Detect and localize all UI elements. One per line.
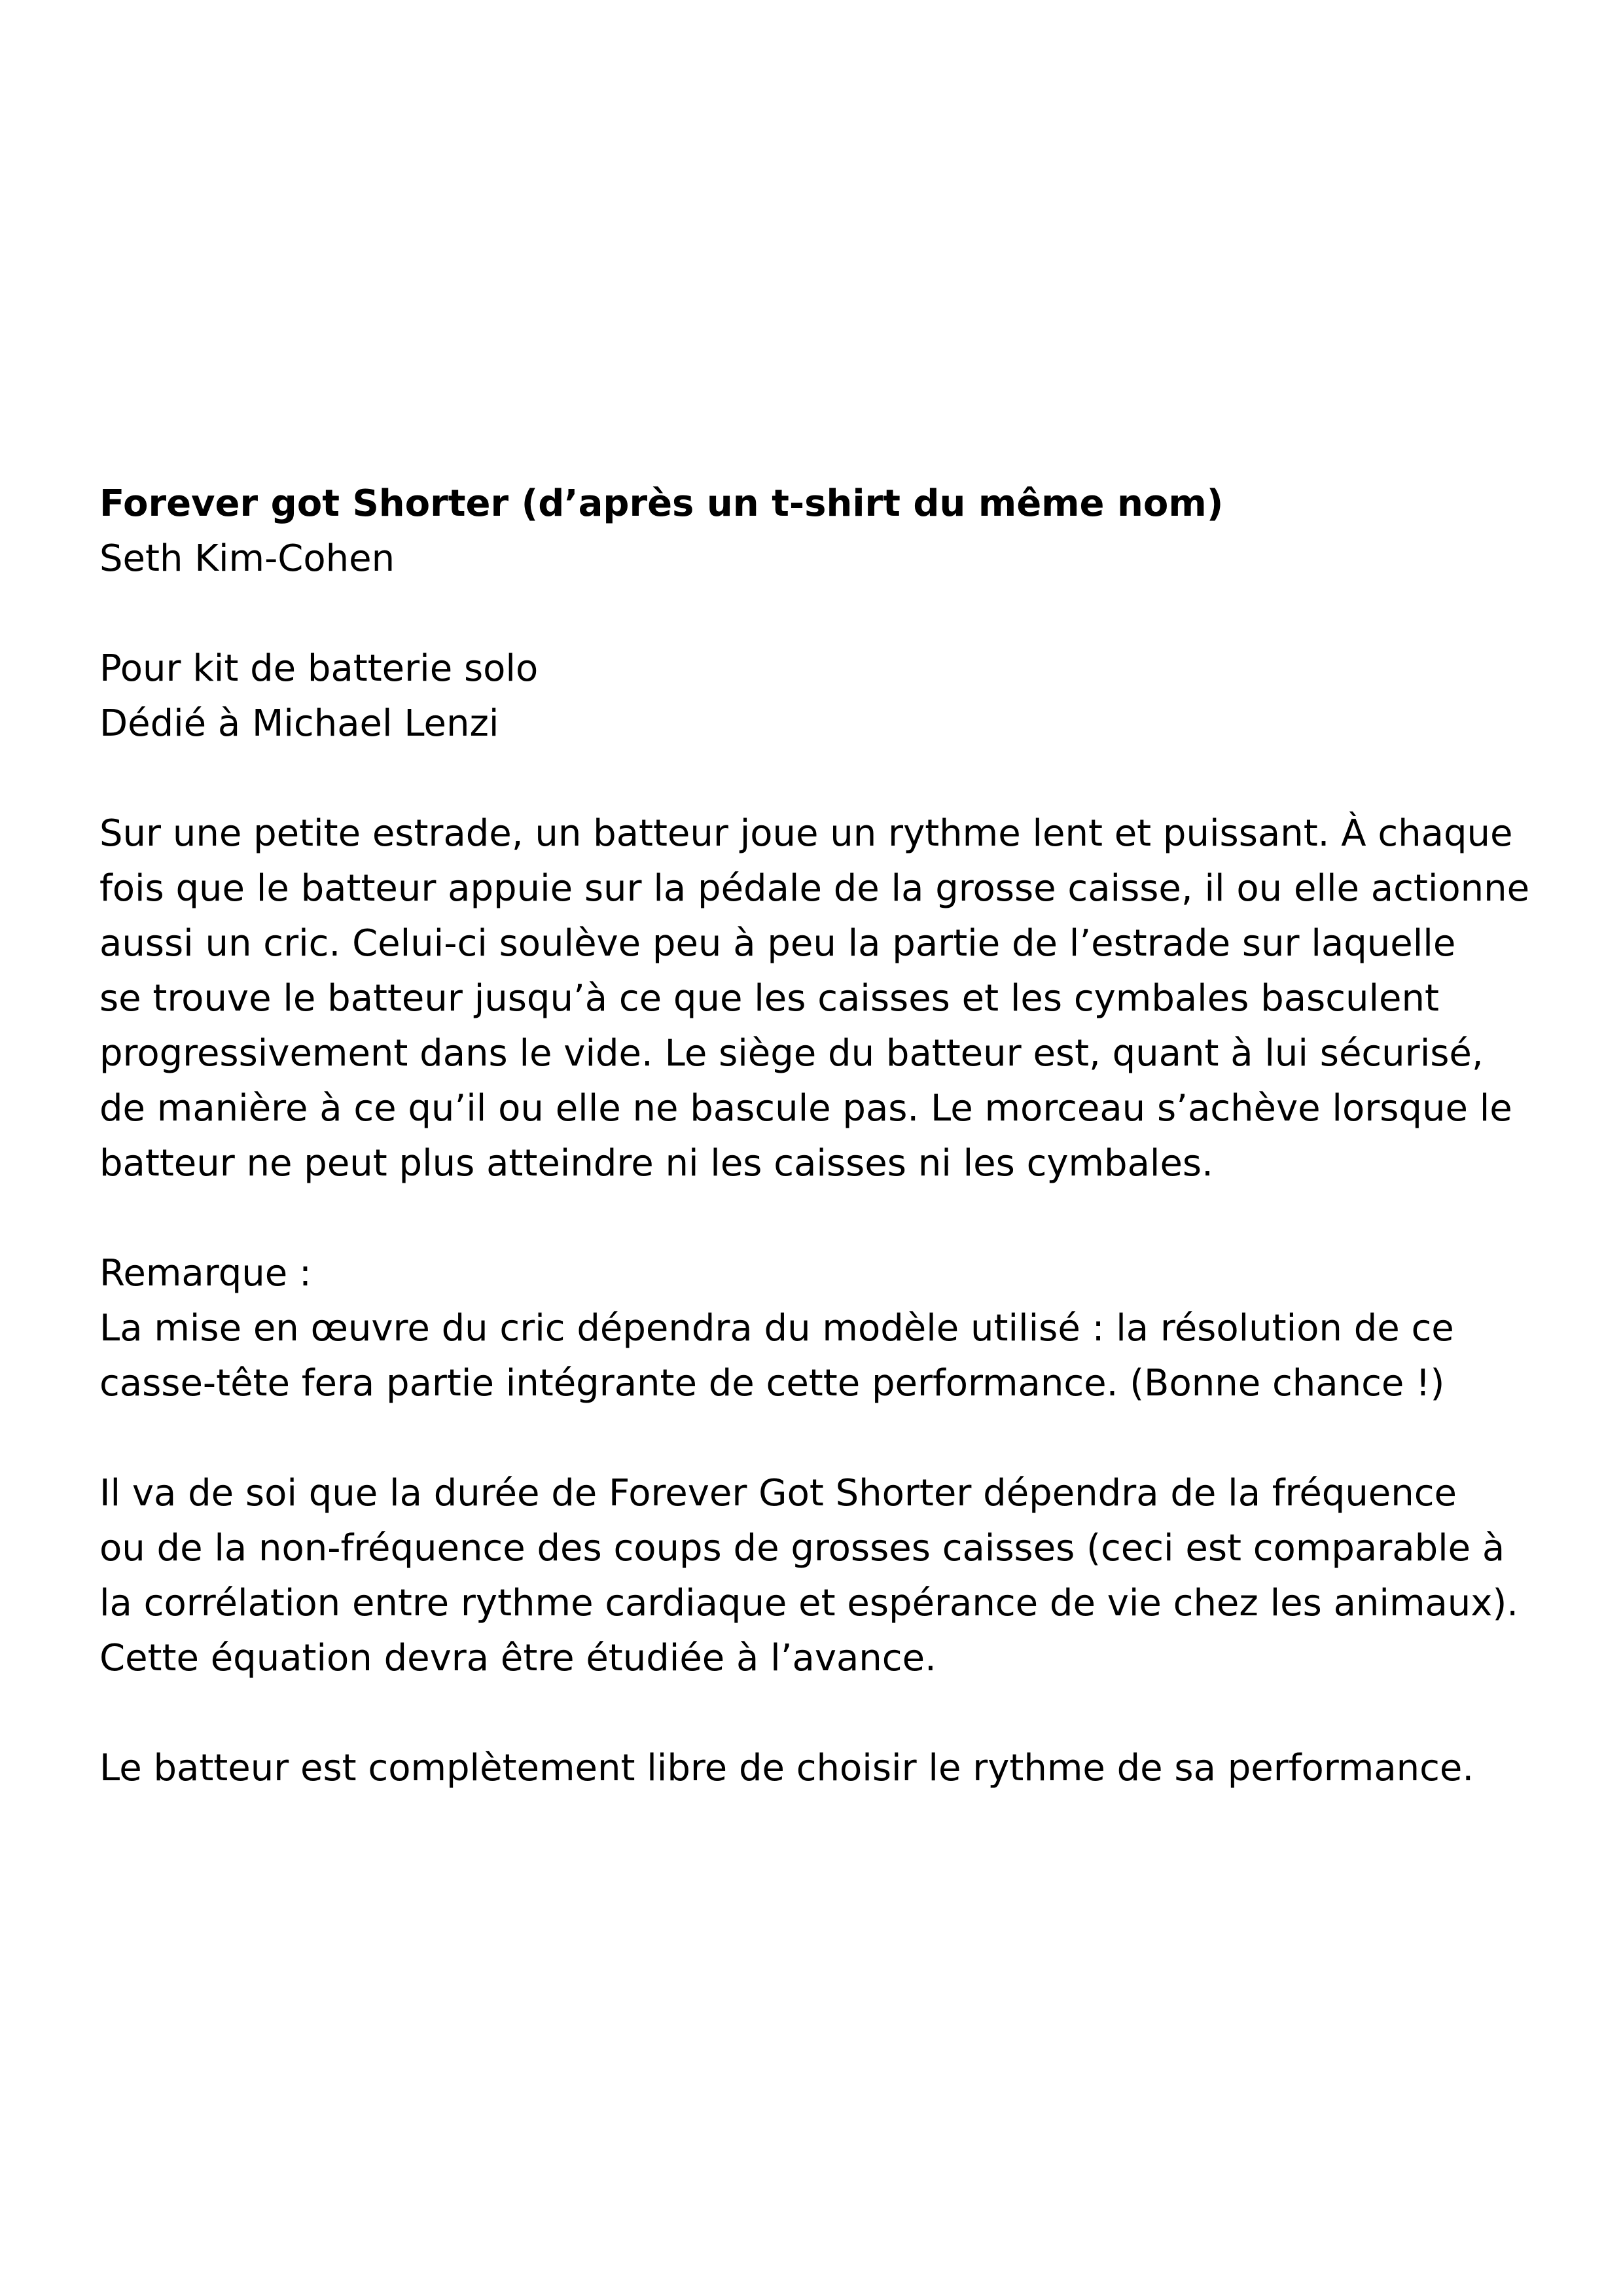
paragraph-gap: [99, 1686, 1552, 1741]
description-line: fois que le batteur appuie sur la pédale de la grosse caisse, il ou elle actionne: [99, 867, 1530, 910]
remark-line: La mise en œuvre du cric dépendra du modèle utilisé : la résolution de ce: [99, 1307, 1454, 1350]
description-paragraph: [99, 806, 1552, 1191]
paragraph-gap: [99, 751, 1552, 806]
description-line: batteur ne peut plus atteindre ni les caisses ni les cymbales.: [99, 1142, 1213, 1185]
duration-line: la corrélation entre rythme cardiaque et espérance de vie chez les animaux).: [99, 1582, 1519, 1624]
paragraph-gap: [99, 1411, 1552, 1466]
author: Seth Kim-Cohen: [99, 537, 395, 580]
duration-line: ou de la non-fréquence des coups de grosses caisses (ceci est comparable à: [99, 1527, 1505, 1570]
closing-line: Le batteur est complètement libre de choisir le rythme de sa performance.: [99, 1747, 1474, 1789]
description-line: progressivement dans le vide. Le siège du batteur est, quant à lui sécurisé,: [99, 1032, 1484, 1075]
paragraph-gap: [99, 1191, 1552, 1246]
description-line: aussi un cric. Celui-ci soulève peu à peu la partie de l’estrade sur laquelle: [99, 922, 1456, 965]
duration-line: Cette équation devra être étudiée à l’avance.: [99, 1637, 936, 1679]
paragraph-gap: [99, 586, 1552, 641]
remark-paragraph: [99, 1246, 1552, 1411]
remark-label: Remarque :: [99, 1252, 312, 1295]
description-line: de manière à ce qu’il ou elle ne bascule pas. Le morceau s’achève lorsque le: [99, 1087, 1512, 1130]
duration-line: Il va de soi que la durée de Forever Got Shorter dépendra de la fréquence: [99, 1472, 1457, 1515]
description-line: se trouve le batteur jusqu’à ce que les caisses et les cymbales basculent: [99, 977, 1439, 1020]
remark-line: casse-tête fera partie intégrante de cette performance. (Bonne chance !): [99, 1362, 1445, 1405]
instrumentation: Pour kit de batterie solo: [99, 647, 539, 690]
description-line: Sur une petite estrade, un batteur joue un rythme lent et puissant. À chaque: [99, 812, 1513, 855]
duration-paragraph: [99, 1466, 1552, 1686]
page-title: Forever got Shorter (d’après un t-shirt du même nom): [99, 482, 1224, 525]
score-text: [99, 476, 1552, 1796]
dedication: Dédié à Michael Lenzi: [99, 702, 499, 745]
